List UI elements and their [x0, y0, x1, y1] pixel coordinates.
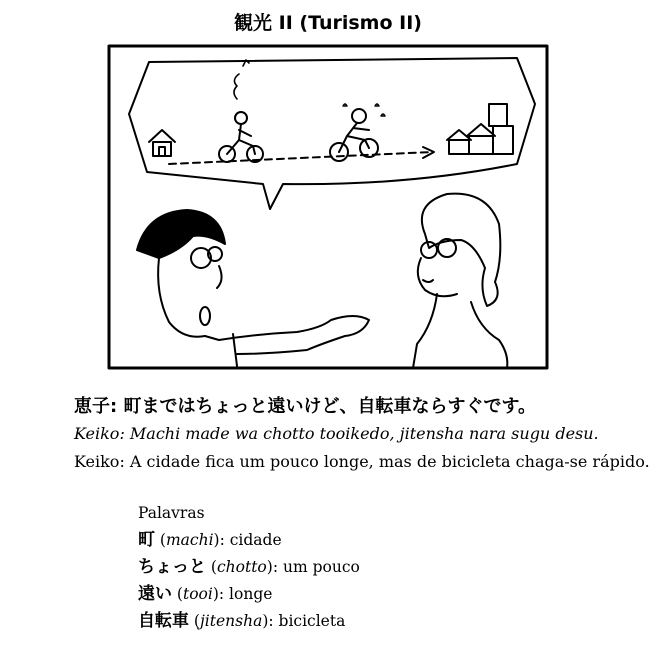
- vocab-reading: tooi: [182, 585, 213, 603]
- vocab-item: 町 (machi): cidade: [138, 530, 282, 550]
- vocabulary-list: [138, 500, 360, 635]
- cyclist-relaxed-icon: [219, 60, 263, 162]
- page-title: 観光 II (Turismo II): [234, 12, 422, 34]
- vocab-meaning: bicicleta: [278, 612, 346, 630]
- vocabulary-heading: Palavras: [138, 504, 205, 522]
- vocab-meaning: cidade: [229, 531, 282, 549]
- cyclist-fast-icon: [330, 104, 385, 161]
- dialogue-portuguese: Keiko: A cidade fica um pouco longe, mas de bicicleta chaga-se rápido.: [74, 452, 650, 471]
- vocab-item: ちょっと (chotto): um pouco: [138, 557, 360, 577]
- route-arrow-icon: [169, 152, 432, 164]
- vocab-word: 遠い: [138, 584, 172, 604]
- house-icon: [149, 130, 175, 156]
- vocab-word: 自転車: [138, 611, 189, 631]
- vocab-reading: machi: [165, 531, 214, 549]
- vocab-meaning: um pouco: [282, 558, 360, 576]
- dialogue-romaji: Keiko: Machi made wa chotto tooikedo, jitensha nara sugu desu.: [74, 424, 599, 443]
- comic-illustration: [107, 44, 549, 370]
- speech-bubble: [129, 58, 535, 209]
- vocab-item: 自転車 (jitensha): bicicleta: [138, 611, 346, 631]
- vocab-word: 町: [138, 530, 155, 550]
- dialogue-japanese: 恵子: 町まではちょっと遠いけど、自転車ならすぐです。: [74, 396, 537, 417]
- vocab-meaning: longe: [229, 585, 273, 603]
- vocab-reading: jitensha: [199, 612, 263, 630]
- vocab-reading: chotto: [216, 558, 267, 576]
- town-icon: [447, 104, 513, 154]
- vocab-word: ちょっと: [138, 557, 206, 577]
- character-listener: [413, 194, 507, 368]
- character-keiko: [137, 210, 369, 366]
- vocab-item: 遠い (tooi): longe: [138, 584, 273, 604]
